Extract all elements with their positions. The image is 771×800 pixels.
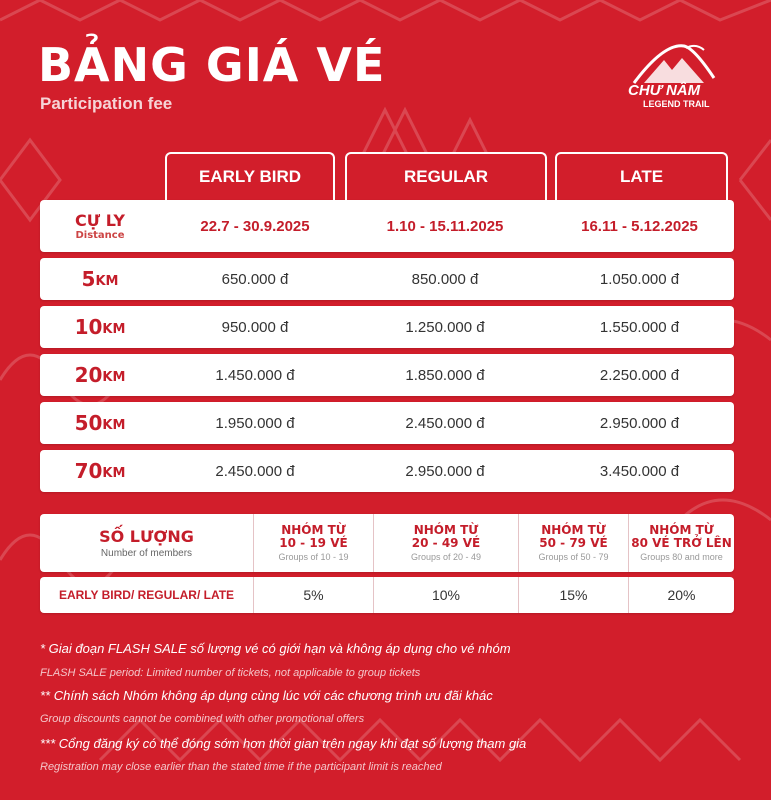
price-regular: 850.000 đ — [411, 270, 479, 288]
price-late: 2.950.000 đ — [599, 414, 680, 432]
distance-label: 10 KM — [74, 315, 126, 339]
page-subtitle: Participation fee — [40, 94, 173, 113]
note-group-policy-en: Group discounts cannot be combined with other promotional offers — [40, 713, 365, 725]
distance-label: 70 KM — [74, 459, 126, 483]
note-registration-vi: *** Cổng đăng ký có thể đóng sớm hơn thời gian trên ngay khi đạt số lượng tham gia — [40, 736, 527, 751]
distance-header — [40, 200, 160, 252]
price-row-70km — [40, 450, 734, 492]
note-registration-en: Registration may close earlier than the stated time if the participant limit is reached — [40, 761, 442, 773]
price-early-bird: 950.000 đ — [221, 318, 289, 336]
group-discount-header — [40, 514, 734, 572]
price-late: 1.050.000 đ — [599, 270, 680, 288]
price-late: 2.250.000 đ — [599, 366, 680, 384]
group-col-10-19: NHÓM TỪ 10 - 19 VÉ Groups of 10 - 19 — [253, 514, 373, 572]
regular-dates: 1.10 - 15.11.2025 — [386, 217, 504, 235]
price-regular: 2.950.000 đ — [405, 462, 485, 480]
tab-late: LATE — [555, 152, 728, 200]
group-title-cell — [40, 514, 253, 572]
distance-label: 20 KM — [74, 363, 126, 387]
tab-early-bird: EARLY BIRD — [165, 152, 335, 200]
group-col-20-49: NHÓM TỪ 20 - 49 VÉ Groups of 20 - 49 — [373, 514, 518, 572]
group-col-50-79: NHÓM TỪ 50 - 79 VÉ Groups of 50 - 79 — [518, 514, 628, 572]
price-early-bird: 2.450.000 đ — [215, 462, 295, 480]
discount-80-plus: 20% — [628, 577, 734, 613]
logo-text-chu-nam: CHƯ NÂM — [628, 82, 701, 99]
distance-label: 50 KM — [74, 411, 126, 435]
discount-50-79: 15% — [518, 577, 628, 613]
group-row-label: EARLY BIRD/ REGULAR/ LATE — [58, 588, 235, 602]
group-col-80-plus: NHÓM TỪ 80 VÉ TRỞ LÊN Groups 80 and more — [628, 514, 734, 572]
price-row-5km — [40, 258, 734, 300]
discount-20-49: 10% — [373, 577, 518, 613]
early-bird-dates: 22.7 - 30.9.2025 — [200, 217, 310, 235]
date-header-row — [40, 200, 734, 252]
price-regular: 1.850.000 đ — [405, 366, 485, 384]
price-late: 1.550.000 đ — [599, 318, 680, 336]
note-group-policy-vi: ** Chính sách Nhóm không áp dụng cùng lúc với các chương trình ưu đãi khác — [40, 688, 493, 703]
tab-regular: REGULAR — [345, 152, 547, 200]
price-late: 3.450.000 đ — [599, 462, 680, 480]
group-title-en: Number of members — [100, 548, 193, 559]
note-flash-sale-en: FLASH SALE period: Limited number of tickets, not applicable to group tickets — [40, 667, 421, 679]
group-title-vi: SỐ LƯỢNG — [99, 527, 194, 546]
price-early-bird: 650.000 đ — [221, 270, 289, 288]
price-regular: 1.250.000 đ — [405, 318, 485, 336]
price-early-bird: 1.950.000 đ — [215, 414, 295, 432]
price-row-10km — [40, 306, 734, 348]
distance-header-vi: CỰ LY — [75, 211, 125, 230]
distance-header-en: Distance — [75, 230, 125, 241]
logo-text-legend-trail: LEGEND TRAIL — [643, 99, 710, 109]
discount-10-19: 5% — [253, 577, 373, 613]
price-row-50km — [40, 402, 734, 444]
price-regular: 2.450.000 đ — [405, 414, 485, 432]
price-row-20km — [40, 354, 734, 396]
late-dates: 16.11 - 5.12.2025 — [581, 217, 698, 235]
note-flash-sale-vi: * Giai đoạn FLASH SALE số lượng vé có giới hạn và không áp dụng cho vé nhóm — [40, 641, 511, 656]
distance-label: 5 KM — [81, 267, 119, 291]
price-early-bird: 1.450.000 đ — [215, 366, 295, 384]
page-title: BẢNG GIÁ VÉ — [38, 38, 386, 92]
group-discount-row — [40, 577, 734, 613]
